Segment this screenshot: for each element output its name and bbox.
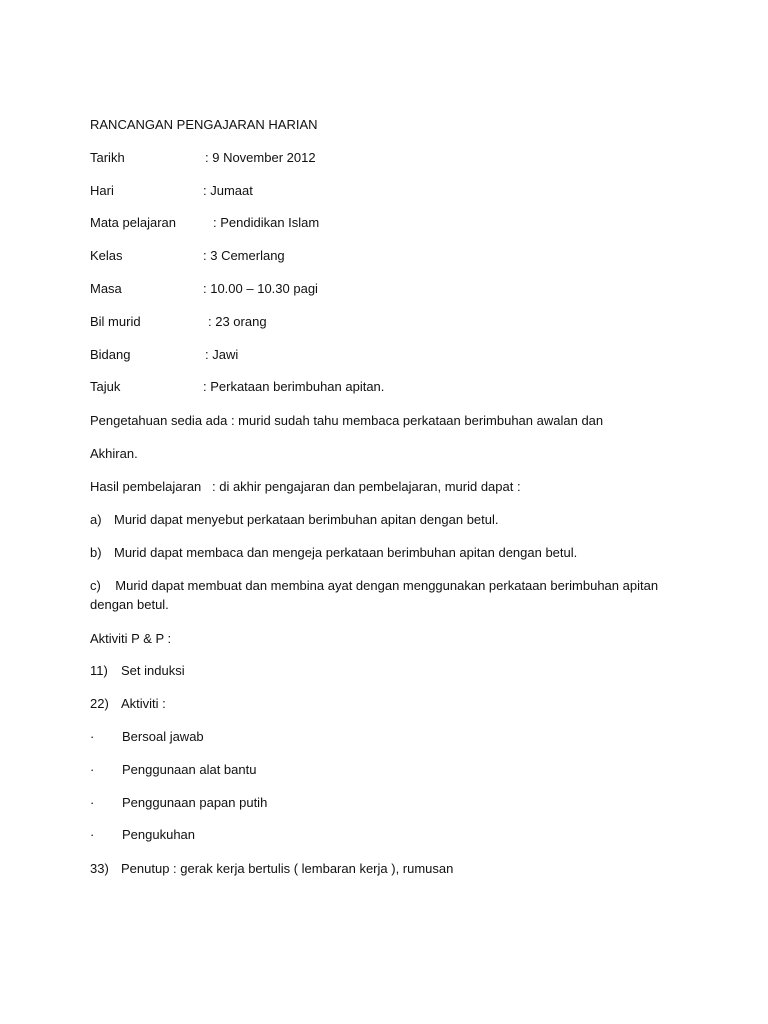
field-bidang (90, 347, 239, 363)
field-label: Mata pelajaran (90, 215, 176, 230)
field-tarikh (90, 150, 316, 166)
bullet-item (90, 827, 196, 843)
objective-text: Murid dapat membaca dan mengeja perkataan berimbuhan apitan dengan betul. (114, 545, 578, 560)
field-masa (90, 281, 318, 297)
field-tajuk (90, 379, 385, 395)
field-label: Bil murid (90, 314, 141, 329)
objective-a (90, 512, 499, 528)
field-value: : 9 November 2012 (205, 150, 316, 165)
objective-text: Murid dapat membuat dan membina ayat dengan menggunakan perkataan berimbuhan apitan dengan betul. (90, 578, 659, 612)
step-text: Aktiviti : (121, 696, 166, 711)
field-value: : di akhir pengajaran dan pembelajaran, murid dapat : (212, 479, 521, 494)
bullet-text: Penggunaan papan putih (122, 795, 268, 810)
field-mata-pelajaran (90, 215, 320, 231)
list-marker: 33) (90, 861, 109, 876)
field-label: Tarikh (90, 150, 125, 165)
step-penutup (90, 861, 454, 877)
bullet-text: Pengukuhan (122, 827, 196, 842)
field-label: Hari (90, 183, 114, 198)
field-label: Masa (90, 281, 122, 296)
pengetahuan-line-2: Akhiran. (90, 446, 138, 461)
field-label: Tajuk (90, 379, 121, 394)
field-value: : 3 Cemerlang (203, 248, 285, 263)
objective-b (90, 545, 578, 561)
field-label: Kelas (90, 248, 123, 263)
bullet-item (90, 795, 268, 811)
bullet-text: Penggunaan alat bantu (122, 762, 257, 777)
bullet-item (90, 762, 257, 778)
field-value: : Perkataan berimbuhan apitan. (203, 379, 385, 394)
hasil-pembelajaran (90, 479, 521, 495)
field-label: Hasil pembelajaran (90, 479, 202, 494)
field-label: Bidang (90, 347, 131, 362)
pengetahuan-line-1: Pengetahuan sedia ada : murid sudah tahu membaca perkataan berimbuhan awalan dan (90, 413, 604, 428)
step-set-induksi (90, 663, 185, 679)
field-value: : 10.00 – 10.30 pagi (203, 281, 318, 296)
list-marker: b) (90, 545, 102, 560)
bullet-dot-icon: · (90, 795, 95, 810)
field-bil-murid (90, 314, 267, 330)
aktiviti-heading: Aktiviti P & P : (90, 631, 172, 646)
field-value: : Pendidikan Islam (213, 215, 320, 230)
bullet-dot-icon: · (90, 827, 95, 842)
bullet-item (90, 729, 204, 745)
step-text: Set induksi (121, 663, 185, 678)
field-value: : Jumaat (203, 183, 253, 198)
step-aktiviti (90, 696, 166, 712)
objective-c (90, 576, 660, 614)
step-text: Penutup : gerak kerja bertulis ( lembaran kerja ), rumusan (121, 861, 454, 876)
field-kelas (90, 248, 285, 264)
bullet-dot-icon: · (90, 729, 95, 744)
document-title: RANCANGAN PENGAJARAN HARIAN (90, 117, 318, 132)
list-marker: 22) (90, 696, 109, 711)
list-marker: c) (90, 578, 101, 593)
list-marker: a) (90, 512, 102, 527)
bullet-dot-icon: · (90, 762, 95, 777)
list-marker: 11) (90, 663, 108, 678)
field-value: : Jawi (205, 347, 239, 362)
field-hari (90, 183, 253, 199)
objective-text: Murid dapat menyebut perkataan berimbuhan apitan dengan betul. (114, 512, 499, 527)
bullet-text: Bersoal jawab (122, 729, 204, 744)
field-value: : 23 orang (208, 314, 267, 329)
